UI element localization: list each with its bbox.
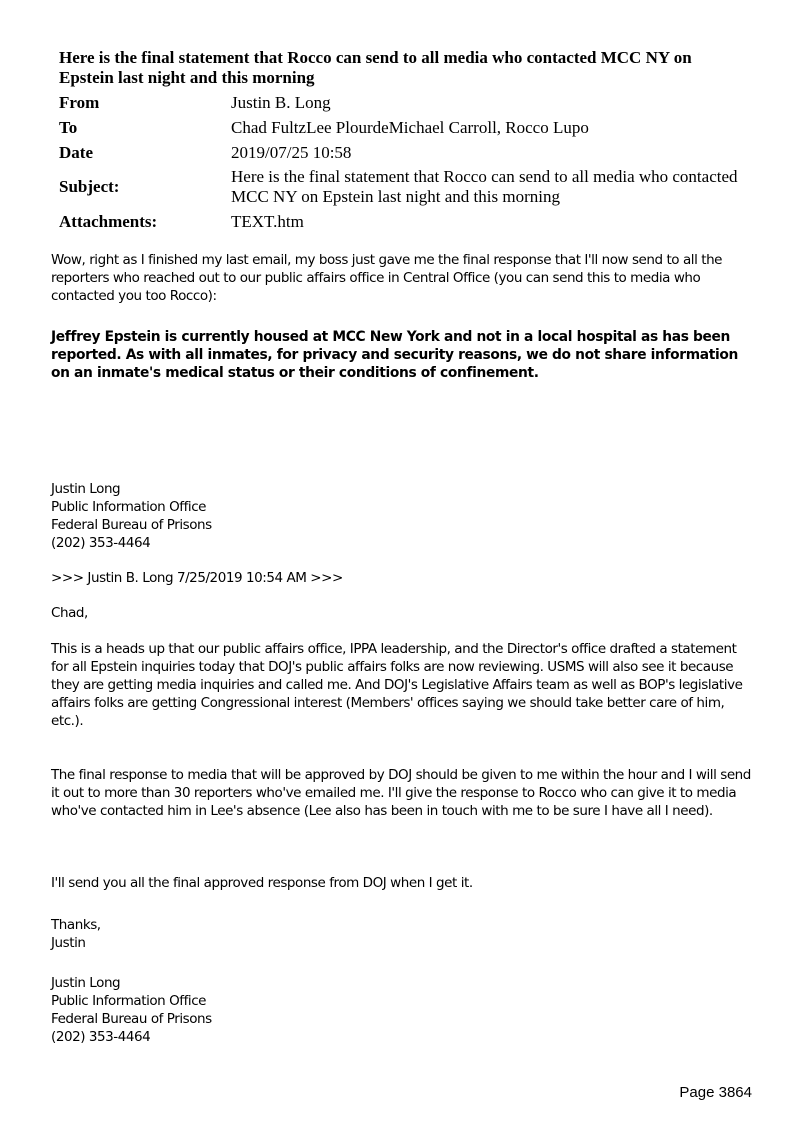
signature-block-1 [51,480,751,552]
paragraph-1 [51,640,751,730]
paragraph-2 [51,766,751,820]
meta-row-to [59,115,749,140]
signature-name: Justin Long [51,481,121,497]
attachments-label: Attachments: [59,211,158,231]
date-value: 2019/07/25 10:58 [231,142,352,162]
signature-name: Justin Long [51,975,121,991]
statement-paragraph [51,328,751,382]
meta-row-attachments [59,209,749,234]
meta-row-subject [59,165,749,209]
paragraph-1-text: This is a heads up that our public affairs office, IPPA leadership, and the Director's office drafted a statement for all Epstein inquiries today that DOJ's public affairs folks are now reviewing. USMS will also see it because they are getting media inquiries and called me. And DOJ's Legislative Affairs team as well as BOP's legislative affairs folks are getting Congressional interest (Members' offices saying we should take better care of him, etc.). [51,641,743,729]
from-label: From [59,92,100,112]
forward-header-text: >>> Justin B. Long 7/25/2019 10:54 AM >>> [51,570,343,586]
signature-phone: (202) 353-4464 [51,1029,151,1045]
subject-value: Here is the final statement that Rocco can send to all media who contacted MCC NY on Epstein last night and this morning [231,167,738,206]
paragraph-3 [51,874,751,892]
paragraph-2-text: The final response to media that will be approved by DOJ should be given to me within the hour and I will send it out to more than 30 reporters who've emailed me. I'll give the response to Rocco who can give it to media who've contacted him in Lee's absence (Lee also has been in touch with me to be sure I have all I need). [51,767,751,819]
signature-agency: Federal Bureau of Prisons [51,517,212,533]
forward-header [51,569,751,587]
closing-name: Justin [51,935,86,951]
signature-agency: Federal Bureau of Prisons [51,1011,212,1027]
subject-label: Subject: [59,177,120,196]
signature-office: Public Information Office [51,499,207,515]
email-header [59,48,749,234]
media-statement: Jeffrey Epstein is currently housed at MCC New York and not in a local hospital as has been reported. As with all inmates, for privacy and security reasons, we do not share information on an inmate's medical status or their conditions of confinement. [51,329,738,381]
attachments-value: TEXT.htm [231,211,304,231]
date-label: Date [59,142,93,162]
meta-row-from [59,90,749,115]
email-meta-table [59,90,749,234]
paragraph-3-text: I'll send you all the final approved response from DOJ when I get it. [51,875,473,891]
closing-text: Thanks, [51,917,101,933]
greeting-text: Chad, [51,605,88,621]
from-value: Justin B. Long [231,92,331,112]
meta-row-date [59,140,749,165]
intro-paragraph [51,251,751,305]
intro-text: Wow, right as I finished my last email, my boss just gave me the final response that I'll now send to all the reporters who reached out to our public affairs office in Central Office (you can send this to media who contacted you too Rocco): [51,252,723,304]
greeting [51,604,751,622]
signature-block-2 [51,974,751,1046]
to-label: To [59,117,78,137]
page-number: Page 3864 [679,1084,752,1101]
signature-phone: (202) 353-4464 [51,535,151,551]
to-value: Chad FultzLee PlourdeMichael Carroll, Rocco Lupo [231,117,589,137]
email-title: Here is the final statement that Rocco can send to all media who contacted MCC NY on Epstein last night and this morning [59,48,692,87]
signature-office: Public Information Office [51,993,207,1009]
closing-block [51,916,751,952]
